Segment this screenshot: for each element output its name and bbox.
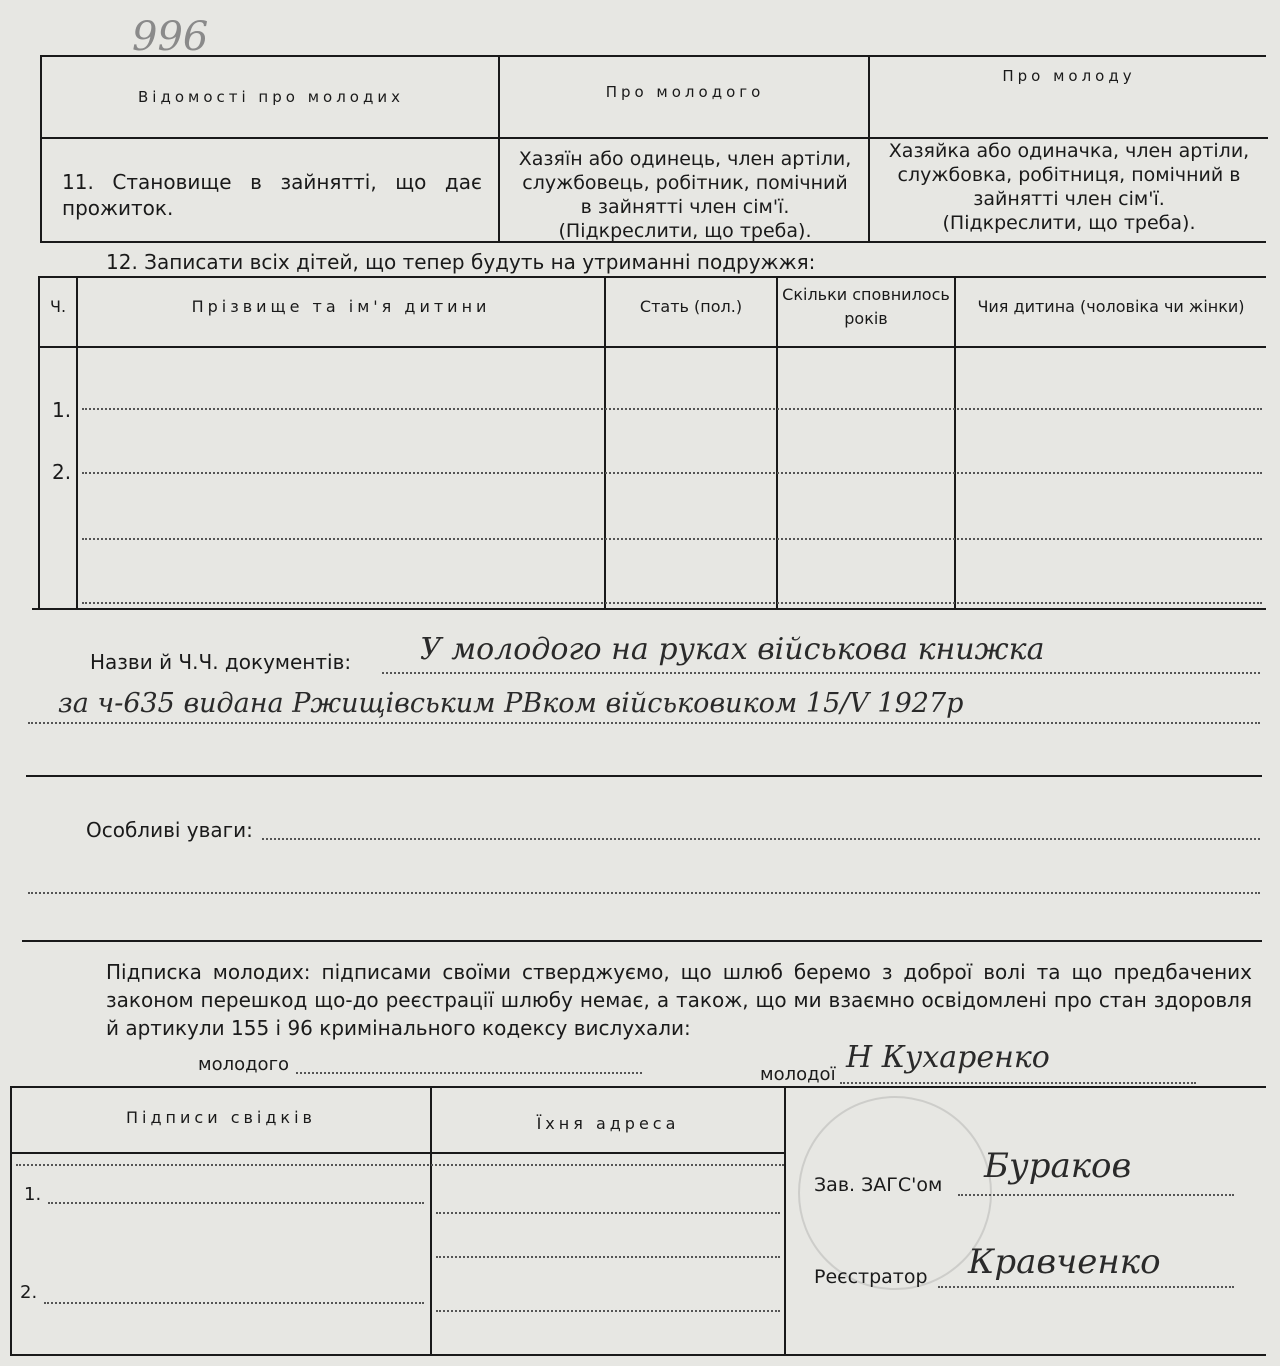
documents-line — [28, 722, 1260, 724]
groom-note: (Підкреслити, що треба). — [558, 220, 812, 242]
item11-cell — [42, 137, 500, 243]
declaration-lead: Підписка молодих: — [106, 960, 311, 984]
witness-1-address-line — [436, 1212, 780, 1214]
notes-label: Особливі уваги: — [86, 818, 253, 842]
bride-signature-line — [840, 1082, 1196, 1084]
col-header-sex: Стать (пол.) — [639, 297, 743, 316]
divider — [26, 775, 1262, 777]
child-row-line — [82, 408, 1262, 410]
bride-signature-label: молодої — [760, 1064, 836, 1085]
head-registry-signature-line — [958, 1194, 1234, 1196]
groom-signature-line — [296, 1072, 642, 1074]
item11-label: 11. Становище в зайнятті, що дає прожиток. — [62, 170, 482, 220]
child-row-line — [82, 538, 1262, 540]
notes-line — [262, 838, 1260, 840]
witnesses-table — [10, 1086, 1266, 1356]
groom-occupation-options: Хазяїн або одинець, член артіли, службовець, робітник, помічний в зайнятті член сім'ї. (Підкреслити, що треба). — [518, 148, 852, 242]
documents-line — [382, 672, 1260, 674]
col-header-age: Скільки сповнилось років — [782, 285, 950, 328]
col-header-number: Ч. — [49, 297, 67, 316]
bride-occupation-options: Хазяйка або одиначка, член артіли, службовка, робітниця, помічний в зайнятті член сім'ї. (Підкреслити, що треба). — [888, 140, 1250, 234]
info-table — [40, 55, 1266, 243]
col-header-groom: Про молодого — [605, 83, 765, 101]
bride-note: (Підкреслити, що треба). — [942, 212, 1196, 234]
divider — [22, 940, 1262, 942]
notes-line — [28, 892, 1260, 894]
registrar-label: Реєстратор — [814, 1266, 928, 1288]
documents-label: Назви й Ч.Ч. документів: — [90, 650, 352, 674]
bride-occupation-cell — [870, 137, 1268, 243]
documents-handwritten-2: за ч-635 видана Ржищівським РВком військовиком 15/V 1927р — [58, 688, 964, 719]
head-registry-signature: Бураков — [984, 1146, 1132, 1186]
declaration-block — [106, 958, 1252, 1042]
groom-signature-label: молодого — [198, 1054, 290, 1075]
registrar-signature: Кравченко — [968, 1242, 1161, 1282]
col-header-witness-address: Їхня адреса — [536, 1114, 680, 1133]
child-row-line — [82, 602, 1262, 604]
head-registry-label: Зав. ЗАГС'ом — [814, 1174, 943, 1196]
child-row-1-number: 1. — [52, 398, 72, 422]
documents-handwritten-1: У молодого на руках військова книжка — [420, 632, 1045, 667]
col-header-child-name: Прізвище та ім'я дитини — [191, 297, 491, 316]
col-header-info: Відомості про молодих — [138, 88, 404, 106]
declaration-text: підписами своїми стверджуємо, що шлюб беремо з доброї волі та що предбачених законом перешкод що-до реєстрації шлюбу немає, а також, що ми взаємно освідомлені про стан здоровля й артикули 155 і 96 кримінального кодексу вислухали: — [106, 960, 1253, 1040]
registrar-signature-line — [938, 1286, 1234, 1288]
witness-address-line — [436, 1256, 780, 1258]
witness-row-line — [16, 1164, 784, 1166]
col-header-bride: Про молоду — [1002, 67, 1136, 85]
col-header-witness-signatures: Підписи свідків — [126, 1108, 316, 1127]
witness-2-address-line — [436, 1310, 780, 1312]
child-row-2-number: 2. — [52, 460, 72, 484]
children-table — [38, 276, 1266, 610]
child-row-line — [82, 472, 1262, 474]
witness-2-signature-line — [44, 1302, 424, 1304]
witness-2-number: 2. — [20, 1282, 38, 1303]
witness-1-number: 1. — [24, 1184, 42, 1205]
bride-signature: Н Кухаренко — [846, 1040, 1050, 1075]
witness-1-signature-line — [48, 1202, 424, 1204]
col-header-whose-child: Чия дитина (чоловіка чи жінки) — [977, 297, 1245, 316]
groom-occupation-cell — [500, 137, 870, 243]
page-number-handwritten: 996 — [132, 14, 209, 60]
children-instruction: 12. Записати всіх дітей, що тепер будуть на утриманні подружжя: — [106, 250, 816, 274]
